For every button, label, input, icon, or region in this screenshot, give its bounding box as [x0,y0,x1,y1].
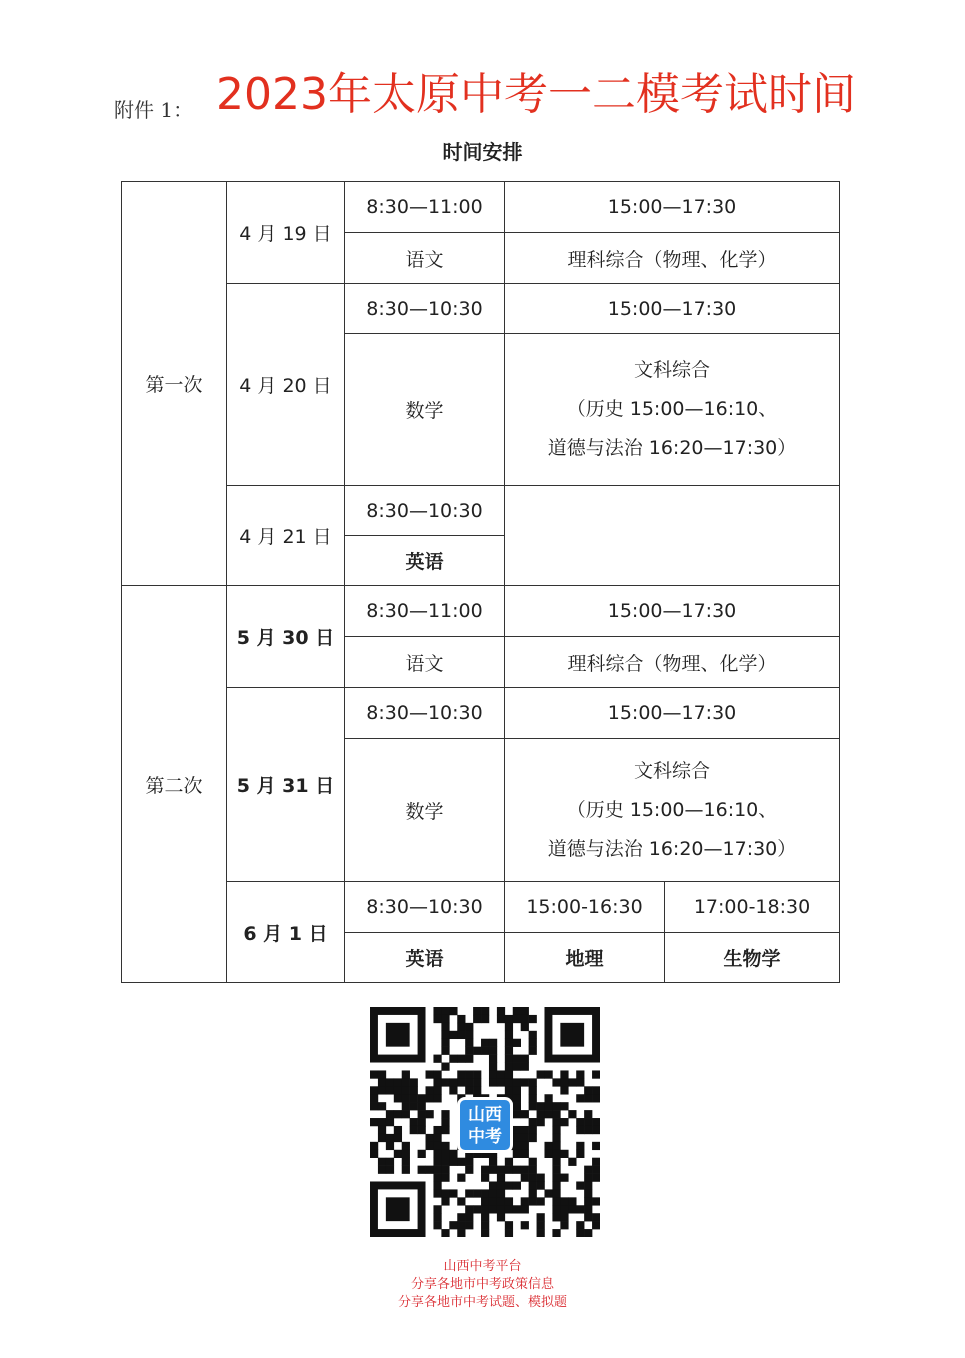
footer-line: 分享各地市中考试题、模拟题 [397,1295,567,1310]
subject-cell: 生物学 [665,933,840,983]
subject-cell: 数学 [345,334,505,486]
table-row [122,586,840,637]
date-cell: 4 月 21 日 [227,486,345,586]
time-cell: 17:00-18:30 [665,882,840,933]
footer-line: 分享各地市中考政策信息 [410,1277,554,1292]
subject-line: （历史 15:00—16:10、 [566,398,778,420]
time-cell: 8:30—10:30 [345,486,505,536]
date-cell: 5 月 31 日 [227,688,345,882]
subject-cell: 地理 [505,933,665,983]
round-label: 第一次 [122,182,227,586]
time-cell: 8:30—10:30 [345,882,505,933]
footer-line: 山西中考平台 [443,1259,522,1274]
subject-line: 文科综合 [634,759,711,782]
empty-cell [505,486,840,586]
table-row [122,882,840,933]
time-cell: 8:30—10:30 [345,284,505,334]
time-cell: 15:00-16:30 [505,882,665,933]
qr-logo-badge [457,1097,513,1153]
subject-cell-multiline [505,334,840,486]
subject-cell: 英语 [345,536,505,586]
time-cell: 8:30—10:30 [345,688,505,739]
round-label: 第二次 [122,586,227,983]
time-cell: 8:30—11:00 [345,182,505,233]
date-cell: 4 月 20 日 [227,284,345,486]
date-cell: 4 月 19 日 [227,182,345,284]
qr-code[interactable] [370,1007,600,1237]
footer-text [0,1258,965,1312]
attachment-label: 附件 1： [114,98,194,122]
subject-cell-multiline [505,739,840,882]
page-title: 2023年太原中考一二模考试时间 [216,69,856,120]
subject-line: 文科综合 [634,359,711,381]
table-row [122,486,840,536]
time-cell: 15:00—17:30 [505,586,840,637]
time-cell: 15:00—17:30 [505,182,840,233]
subject-cell: 英语 [345,933,505,983]
table-row [122,688,840,739]
subject-line: 道德与法治 16:20—17:30） [547,837,797,860]
time-cell: 15:00—17:30 [505,688,840,739]
subject-cell: 理科综合（物理、化学） [505,637,840,688]
table-row [122,182,840,233]
subject-line: （历史 15:00—16:10、 [566,798,778,821]
date-cell: 6 月 1 日 [227,882,345,983]
subject-line: 道德与法治 16:20—17:30） [547,437,797,459]
table-row [122,284,840,334]
exam-schedule-table [121,181,840,983]
time-cell: 8:30—11:00 [345,586,505,637]
table-caption: 时间安排 [442,140,523,164]
date-cell: 5 月 30 日 [227,586,345,688]
qr-logo-line: 中考 [468,1127,502,1147]
subject-cell: 语文 [345,233,505,284]
time-cell: 15:00—17:30 [505,284,840,334]
subject-cell: 数学 [345,739,505,882]
subject-cell: 语文 [345,637,505,688]
qr-logo-line: 山西 [468,1105,502,1125]
subject-cell: 理科综合（物理、化学） [505,233,840,284]
